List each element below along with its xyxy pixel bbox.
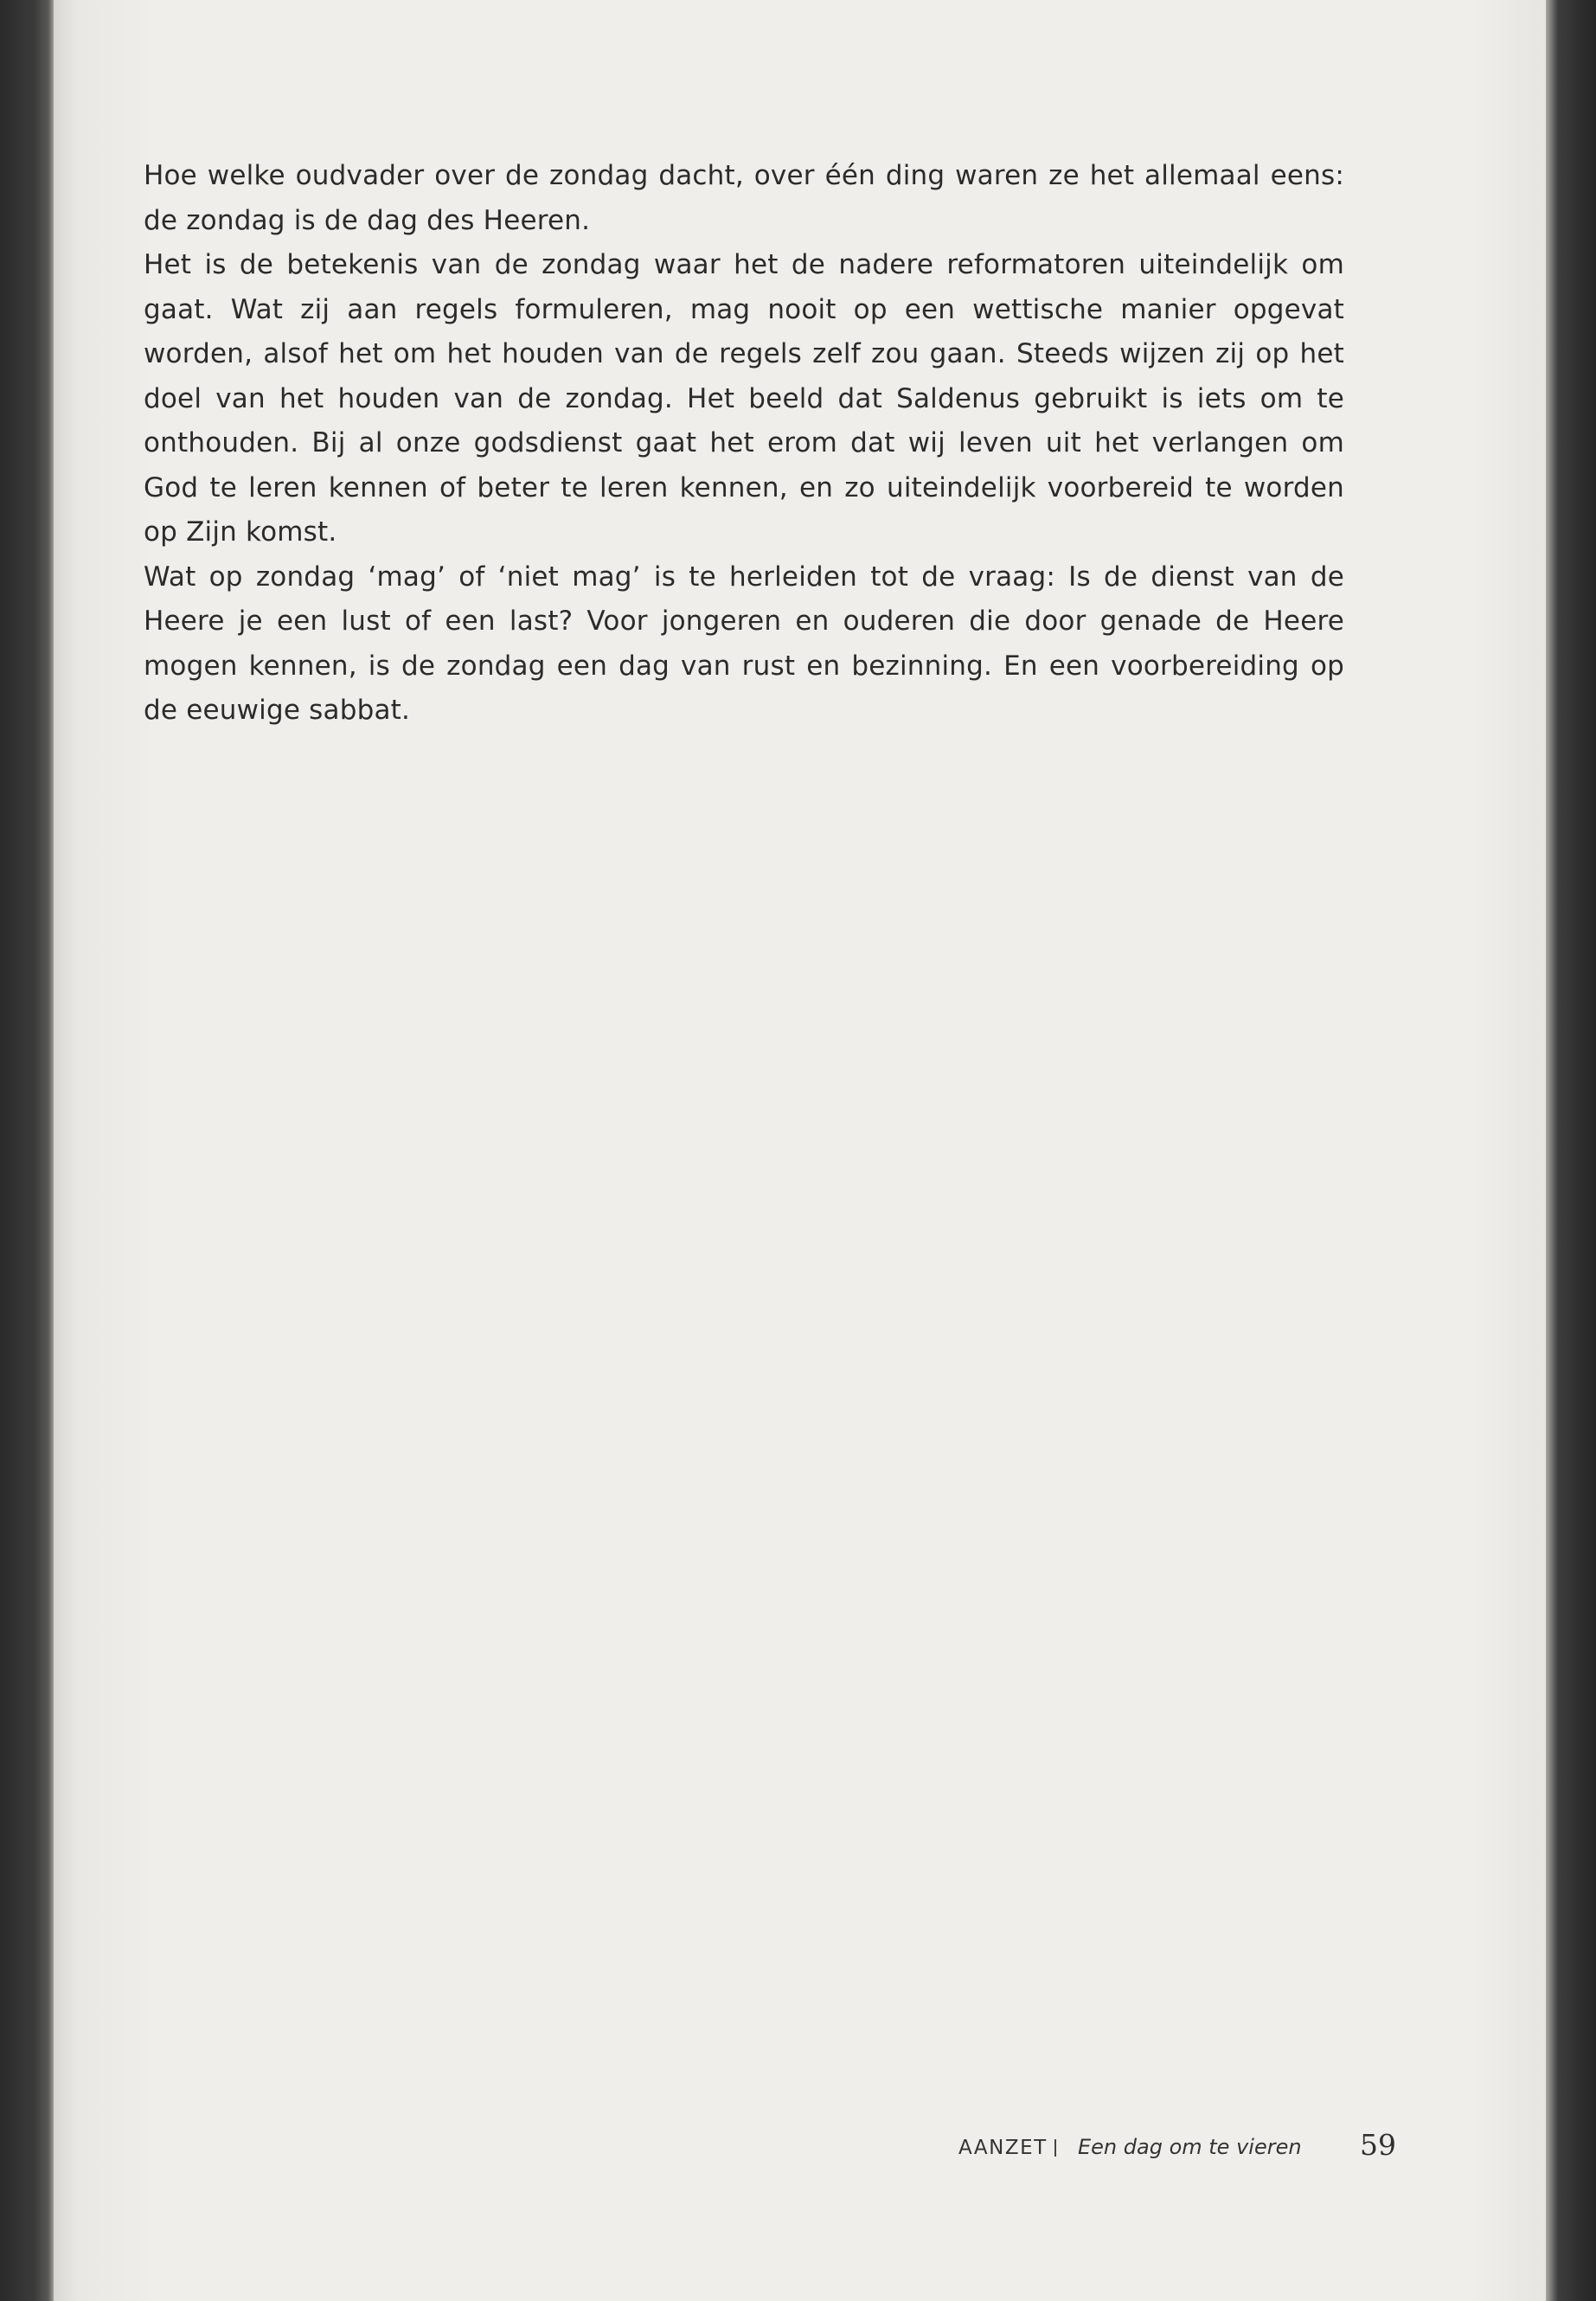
footer-separator bbox=[1054, 2139, 1056, 2157]
book-binding-edge bbox=[0, 0, 54, 2301]
running-footer-section: AANZET bbox=[958, 2137, 1048, 2159]
page-number: 59 bbox=[1360, 2128, 1396, 2162]
page-right-edge bbox=[1546, 0, 1596, 2301]
running-footer-title: Een dag om te vieren bbox=[1078, 2135, 1302, 2159]
page-footer bbox=[54, 2128, 1546, 2166]
paragraph-2: Het is de betekenis van de zondag waar het de nadere reformatoren uiteindelijk om gaat. Wat zij aan regels formuleren, mag nooit op een wettische manier opgevat worden, alsof het om het houden van de regels zelf zou gaan. Steeds wijzen zij op het doel van het houden van de zondag. Het beeld dat Saldenus gebruikt is iets om te onthouden. Bij al onze godsdienst gaat het erom dat wij leven uit het verlangen om God te leren kennen of beter te leren kennen, en zo uiteindelijk voorbereid te worden op Zijn komst. bbox=[144, 249, 1344, 548]
paragraph-1: Hoe welke oudvader over de zondag dacht, over één ding waren ze het allemaal eens: de zondag is de dag des Heeren. bbox=[144, 160, 1344, 236]
paragraph-3: Wat op zondag ‘mag’ of ‘niet mag’ is te herleiden tot de vraag: Is de dienst van de Heere je een lust of een last? Voor jongeren en ouderen die door genade de Heere mogen kennen, is de zondag een dag van rust en bezinning. En een voorbereiding op de eeuwige sabbat. bbox=[144, 561, 1344, 726]
book-page bbox=[54, 0, 1546, 2301]
body-text bbox=[144, 154, 1344, 734]
